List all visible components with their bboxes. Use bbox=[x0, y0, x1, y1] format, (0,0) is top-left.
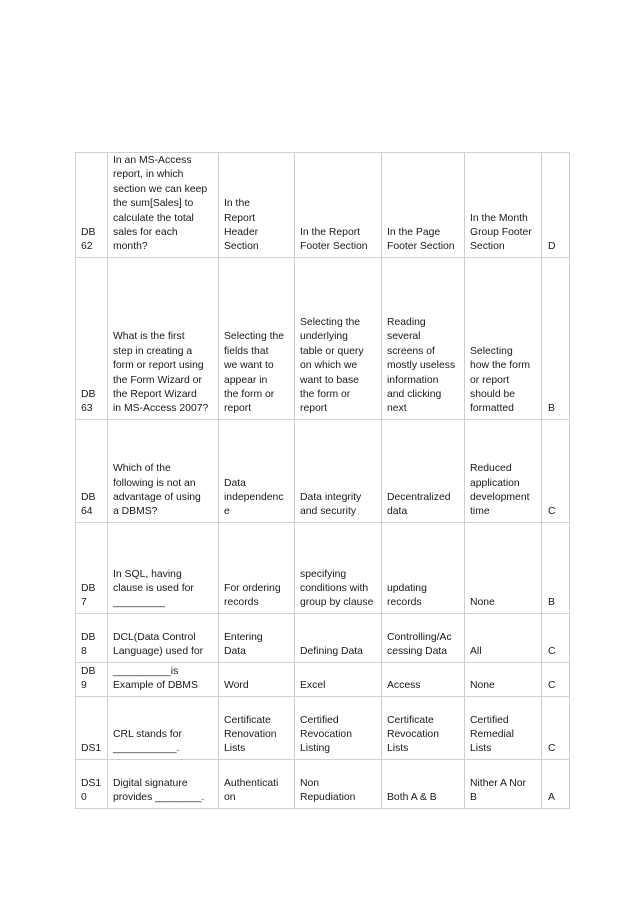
option-b: Selecting the underlying table or query on which we want to base the form or report bbox=[295, 257, 382, 419]
option-d: All bbox=[465, 613, 542, 662]
option-c: Reading several screens of mostly useless information and clicking next bbox=[382, 257, 465, 419]
question-text: Which of the following is not an advantage of using a DBMS? bbox=[108, 419, 219, 522]
question-text: CRL stands for ___________. bbox=[108, 696, 219, 759]
option-a: Authenticati on bbox=[219, 759, 295, 808]
question-id: DS1 bbox=[76, 696, 108, 759]
option-b: Data integrity and security bbox=[295, 419, 382, 522]
answer: C bbox=[542, 613, 570, 662]
option-a: Selecting the fields that we want to appear in the form or report bbox=[219, 257, 295, 419]
table-row bbox=[76, 662, 570, 696]
question-id: DB 63 bbox=[76, 257, 108, 419]
option-a: Certificate Renovation Lists bbox=[219, 696, 295, 759]
question-table bbox=[75, 152, 570, 809]
table-row bbox=[76, 759, 570, 808]
option-a: Word bbox=[219, 662, 295, 696]
option-c: updating records bbox=[382, 522, 465, 613]
answer: C bbox=[542, 696, 570, 759]
question-id: DB 62 bbox=[76, 153, 108, 258]
table-row bbox=[76, 419, 570, 522]
table-row bbox=[76, 522, 570, 613]
option-c: In the Page Footer Section bbox=[382, 153, 465, 258]
option-b: In the Report Footer Section bbox=[295, 153, 382, 258]
option-c: Certificate Revocation Lists bbox=[382, 696, 465, 759]
option-d: None bbox=[465, 662, 542, 696]
option-b: Excel bbox=[295, 662, 382, 696]
table-row bbox=[76, 696, 570, 759]
answer: C bbox=[542, 419, 570, 522]
question-id: DB 64 bbox=[76, 419, 108, 522]
question-id: DB 9 bbox=[76, 662, 108, 696]
option-c: Controlling/Ac cessing Data bbox=[382, 613, 465, 662]
table-row bbox=[76, 613, 570, 662]
question-id: DB 7 bbox=[76, 522, 108, 613]
option-b: Defining Data bbox=[295, 613, 382, 662]
answer: B bbox=[542, 522, 570, 613]
option-c: Decentralized data bbox=[382, 419, 465, 522]
question-text: DCL(Data Control Language) used for bbox=[108, 613, 219, 662]
option-b: specifying conditions with group by clause bbox=[295, 522, 382, 613]
option-b: Certified Revocation Listing bbox=[295, 696, 382, 759]
question-text: Digital signature provides ________. bbox=[108, 759, 219, 808]
option-a: For ordering records bbox=[219, 522, 295, 613]
answer: A bbox=[542, 759, 570, 808]
option-b: Non Repudiation bbox=[295, 759, 382, 808]
option-c: Access bbox=[382, 662, 465, 696]
answer: C bbox=[542, 662, 570, 696]
option-d: Nither A Nor B bbox=[465, 759, 542, 808]
option-d: In the Month Group Footer Section bbox=[465, 153, 542, 258]
question-id: DS1 0 bbox=[76, 759, 108, 808]
question-text: In SQL, having clause is used for _________ bbox=[108, 522, 219, 613]
answer: D bbox=[542, 153, 570, 258]
table-row bbox=[76, 153, 570, 258]
option-a: Entering Data bbox=[219, 613, 295, 662]
answer: B bbox=[542, 257, 570, 419]
option-a: Data independenc e bbox=[219, 419, 295, 522]
table-row bbox=[76, 257, 570, 419]
question-id: DB 8 bbox=[76, 613, 108, 662]
option-c: Both A & B bbox=[382, 759, 465, 808]
question-text: In an MS-Access report, in which section we can keep the sum[Sales] to calculate the total sales for each month? bbox=[108, 153, 219, 258]
option-d: None bbox=[465, 522, 542, 613]
option-d: Reduced application development time bbox=[465, 419, 542, 522]
option-d: Selecting how the form or report should be formatted bbox=[465, 257, 542, 419]
question-text: __________is Example of DBMS bbox=[108, 662, 219, 696]
option-a: In the Report Header Section bbox=[219, 153, 295, 258]
question-text: What is the first step in creating a form or report using the Form Wizard or the Report Wizard in MS-Access 2007? bbox=[108, 257, 219, 419]
option-d: Certified Remedial Lists bbox=[465, 696, 542, 759]
